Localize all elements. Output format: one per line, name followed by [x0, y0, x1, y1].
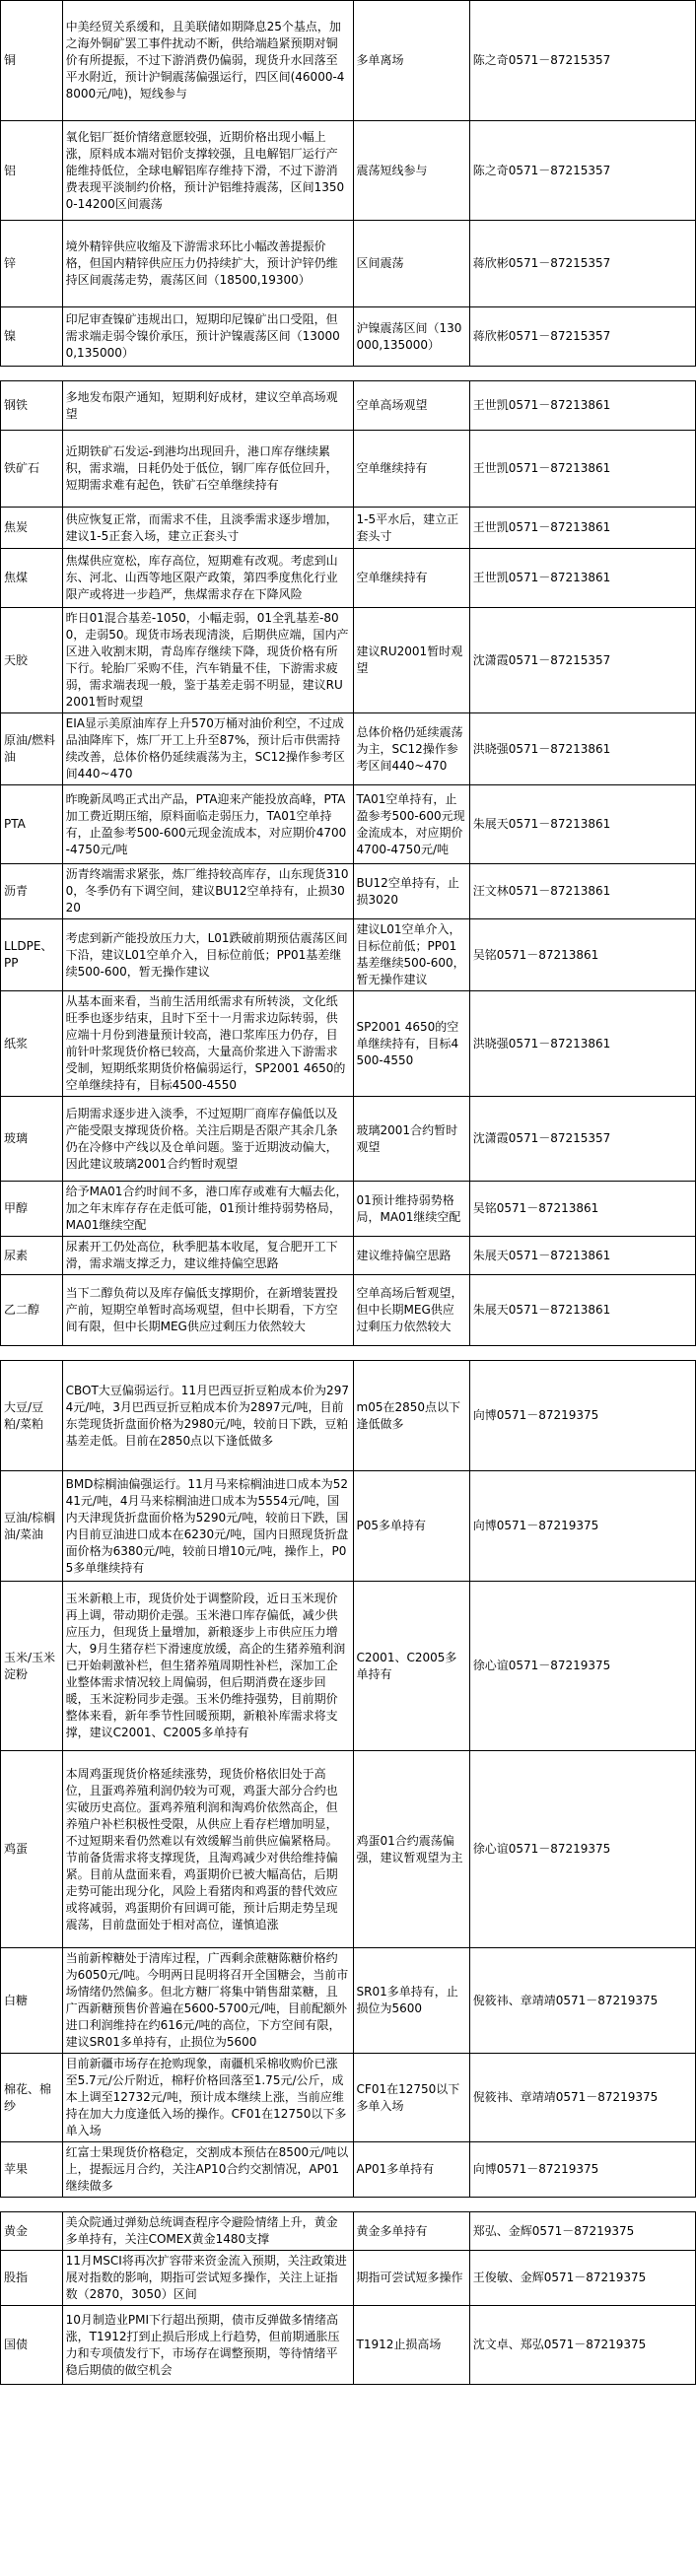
commodity-row: [1, 307, 696, 367]
commodity-name-cell: 铝: [1, 121, 63, 221]
commodity-name-cell: 乙二醇: [1, 1275, 63, 1346]
commodity-row: [1, 2142, 696, 2198]
analyst-contact-cell: 王世凯0571－87213861: [469, 431, 695, 508]
commodity-row: [1, 2306, 696, 2385]
strategy-view-cell: CF01在12750以下多单入场: [353, 2054, 469, 2142]
commodity-row: [1, 1948, 696, 2054]
commodity-name-cell: 纸浆: [1, 991, 63, 1097]
commodity-row: [1, 121, 696, 221]
strategy-view-cell: SP2001 4650的空单继续持有，目标4500-4550: [353, 991, 469, 1097]
commodity-row: [1, 1751, 696, 1948]
analysis-cell: 从基本面来看，当前生活用纸需求有所转淡，文化纸旺季也逐步结束，且时下至十一月需求边际转弱，供应端十月份到港量预计较高，港口浆库压力仍存，目前针叶浆现货价格已较高，大量高价浆进入下游需求受制，短期纸浆期货价格偏弱运行，SP2001 4650的空单继续持有，目标4500-4550: [62, 991, 353, 1097]
analyst-contact-cell: 王俊敏、金辉0571－87219375: [469, 2251, 695, 2306]
analyst-contact-cell: 陈之奇0571－87215357: [469, 1, 695, 121]
analysis-cell: 境外精锌供应收缩及下游需求环比小幅改善提振价格，但国内精锌供应压力仍持续扩大，预计沪锌仍维持区间震荡走势，震荡区间（18500,19300）: [62, 221, 353, 307]
commodity-name-cell: 焦炭: [1, 508, 63, 549]
analysis-cell: CBOT大豆偏弱运行。11月巴西豆折豆粕成本价为2974元/吨，3月巴西豆折豆粕成本价为2897元/吨，目前东莞现货折盘面价格为2980元/吨，较前日下跌，豆粕基差走低。目前在2850点以下逢低做多: [62, 1361, 353, 1471]
commodity-row: [1, 1582, 696, 1751]
strategy-view-cell: C2001、C2005多单持有: [353, 1582, 469, 1751]
analyst-contact-cell: 倪筱祎、章靖靖0571－87219375: [469, 2054, 695, 2142]
commodity-row: [1, 991, 696, 1097]
analysis-cell: 11月MSCI将再次扩容带来资金流入预期，关注政策进展对指数的影响，期指可尝试短多操作，关注上证指数（2870，3050）区间: [62, 2251, 353, 2306]
strategy-view-cell: 空单高场观望: [353, 381, 469, 431]
commodity-name-cell: 铜: [1, 1, 63, 121]
analyst-contact-cell: 向博0571－87219375: [469, 1471, 695, 1582]
commodity-name-cell: 原油/燃料油: [1, 713, 63, 785]
strategy-view-cell: 建议RU2001暂时观望: [353, 608, 469, 713]
strategy-view-cell: 01预计维持弱势格局，MA01继续空配: [353, 1182, 469, 1237]
analysis-cell: 给予MA01合约时间不多，港口库存或难有大幅去化，加之年末库存存在走低可能，01预计维持弱势格局，MA01继续空配: [62, 1182, 353, 1237]
strategy-view-cell: SR01多单持有，止损位为5600: [353, 1948, 469, 2054]
commodity-name-cell: 股指: [1, 2251, 63, 2306]
commodity-name-cell: 甲醇: [1, 1182, 63, 1237]
analyst-contact-cell: 汪文林0571－87213861: [469, 864, 695, 919]
commodity-name-cell: 黄金: [1, 2212, 63, 2251]
commodity-row: [1, 1275, 696, 1346]
strategy-view-cell: 期指可尝试短多操作: [353, 2251, 469, 2306]
analysis-cell: 供应恢复正常，而需求不佳，且淡季需求逐步增加，建议1-5正套入场，建立正套头寸: [62, 508, 353, 549]
analyst-contact-cell: 王世凯0571－87213861: [469, 381, 695, 431]
analyst-contact-cell: 徐心谊0571－87219375: [469, 1582, 695, 1751]
analysis-cell: 中美经贸关系缓和，且美联储如期降息25个基点，加之海外铜矿罢工事件扰动不断，供给端趋紧预期对铜价有所提振，不过下游消费仍偏弱，现货升水回落至平水附近，预计沪铜震荡偏强运行，四区间(46000-48000元/吨)，短线参与: [62, 1, 353, 121]
analysis-cell: 昨日01混合基差-1050，小幅走弱，01全乳基差-800，走弱50。现货市场表现清淡，后期供应端，国内产区进入收割末期，青岛库存继续下降，现货价格有所下行。轮胎厂采购不佳，汽车销量不佳，下游需求疲弱，需求端表现一般，鉴于基差走弱不明显，建议RU2001暂时观望: [62, 608, 353, 713]
analyst-contact-cell: 朱展天0571－87213861: [469, 785, 695, 864]
commodity-name-cell: 天胶: [1, 608, 63, 713]
section-separator: [1, 1346, 696, 1361]
commodity-name-cell: 焦煤: [1, 549, 63, 608]
analysis-cell: 当前新榨糖处于清库过程，广西剩余蔗糖陈糖价格约为6050元/吨。今明两日昆明将召开全国糖会，当前市场情绪仍然偏多。但北方糖厂将集中销售甜菜糖，且广西新糖预售价普遍在5600-5700元/吨，目前配额外进口利润维持在约616元/吨的高位，下方空间有限，建议SR01多单持有，止损位为5600: [62, 1948, 353, 2054]
analyst-contact-cell: 洪晓强0571－87213861: [469, 991, 695, 1097]
strategy-view-cell: 玻璃2001合约暂时观望: [353, 1097, 469, 1182]
strategy-view-cell: 建议维持偏空思路: [353, 1237, 469, 1275]
strategy-view-cell: 空单继续持有: [353, 431, 469, 508]
commodity-name-cell: 尿素: [1, 1237, 63, 1275]
analysis-cell: BMD棕榈油偏强运行。11月马来棕榈油进口成本为5241元/吨，4月马来棕榈油进口成本为5554元/吨，国内天津现货折盘面价格为5290元/吨，较前日下跌，国内目前豆油进口成本在6230元/吨，国内日照现货折盘面价格为6380元/吨，较前日增10元/吨，操作上，P05多单继续持有: [62, 1471, 353, 1582]
commodity-row: [1, 2212, 696, 2251]
commodity-row: [1, 2251, 696, 2306]
commodity-row: [1, 864, 696, 919]
strategy-view-cell: TA01空单持有，止盈参考500-600元现金流成本，对应期价4700-4750元/吨: [353, 785, 469, 864]
strategy-view-cell: 区间震荡: [353, 221, 469, 307]
analysis-cell: 本周鸡蛋现货价格延续涨势，现货价格依旧处于高位，且蛋鸡养殖利润仍较为可观，鸡蛋大部分合约也实破历史高位。蛋鸡养殖利润和淘鸡价依然高企，但养殖户补栏积极性受限，从供应上看存栏增加明显，不过短期来看仍然难以有效缓解当前供应偏紧格局。节前备货需求将支撑现货，且淘鸡减少对供给维持偏紧。目前从盘面来看，鸡蛋期价已被大幅高估，后期走势可能出现分化，风险上看猪肉和鸡蛋的替代效应或将减弱，鸡蛋期价有回调可能，预计后期走势呈现震荡，目前盘面处于相对高位，谨慎追涨: [62, 1751, 353, 1948]
strategy-view-cell: 空单高场后暂观望，但中长期MEG供应过剩压力依然较大: [353, 1275, 469, 1346]
analyst-contact-cell: 蒋欣彬0571－87215357: [469, 221, 695, 307]
analysis-cell: 焦煤供应宽松，库存高位，短期难有改观。考虑到山东、河北、山西等地区限产政策，第四季度焦化行业限产或将进一步趋严，焦煤需求存在下降风险: [62, 549, 353, 608]
analysis-cell: 玉米新粮上市，现货价处于调整阶段，近日玉米现价再上调，带动期价走强。玉米港口库存偏低，减少供应压力，但现货上量增加，新粮逐步上市供应压力增大，9月生猪存栏下滑速度放缓，高企的生猪养殖利润已开始刺激补栏，但生猪养殖周期性补栏，深加工企业整体需求情况较上周偏弱，但后期消费在逐步回暖，玉米淀粉同步走强。玉米仍维持强势，目前期价整体来看，新年季节性回暖预期，新粮补库需求将支撑，建议C2001、C2005多单持有: [62, 1582, 353, 1751]
commodity-row: [1, 608, 696, 713]
commodity-row: [1, 1471, 696, 1582]
commodity-row: [1, 1182, 696, 1237]
strategy-view-cell: 总体价格仍延续震荡为主，SC12操作参考区间440~470: [353, 713, 469, 785]
analyst-contact-cell: 沈潇霞0571－87215357: [469, 1097, 695, 1182]
analyst-contact-cell: 向博0571－87219375: [469, 1361, 695, 1471]
strategy-view-cell: 鸡蛋01合约震荡偏强，建议暂观望为主: [353, 1751, 469, 1948]
commodity-row: [1, 1361, 696, 1471]
strategy-view-cell: 黄金多单持有: [353, 2212, 469, 2251]
analysis-cell: 当下二醇负荷以及库存偏低支撑期价，在新增装置投产前，短期空单暂时高场观望，但中长期看，下方空间有限，但中长期MEG供应过剩压力依然较大: [62, 1275, 353, 1346]
analyst-contact-cell: 郑弘、金辉0571－87219375: [469, 2212, 695, 2251]
commodity-row: [1, 549, 696, 608]
analyst-contact-cell: 王世凯0571－87213861: [469, 508, 695, 549]
commodity-row: [1, 381, 696, 431]
analysis-cell: 10月制造业PMI下行超出预期，债市反弹做多情绪高涨，T1912打到止损后形成上行趋势，但前期通胀压力和专项债发行下，市场存在调整预期，等待情绪平稳后期债的做空机会: [62, 2306, 353, 2385]
analysis-cell: 后期需求逐步进入淡季，不过短期厂商库存偏低以及产能受限支撑现货价格。关注后期是否限产其余几条仍在冷修中产线以及仓单问题。鉴于近期波动偏大，因此建议玻璃2001合约暂时观望: [62, 1097, 353, 1182]
analysis-cell: 目前新疆市场存在抢购现象，南疆机采棉收购价已涨至5.7元/公斤附近，棉籽价格回落至1.75元/公斤，成本上调至12732元/吨，预计成本继续上涨，当前应维持在加大力度逢低入场的操作。CF01在12750以下多单入场: [62, 2054, 353, 2142]
analysis-cell: 沥青终端需求紧张，炼厂维持较高库存，山东现货3100，冬季仍有下调空间，建议BU12空单持有，止损3020: [62, 864, 353, 919]
analyst-contact-cell: 倪筱祎、章靖靖0571－87219375: [469, 1948, 695, 2054]
analyst-contact-cell: 洪晓强0571－87213861: [469, 713, 695, 785]
analyst-contact-cell: 陈之奇0571－87215357: [469, 121, 695, 221]
strategy-view-cell: T1912止损高场: [353, 2306, 469, 2385]
strategy-view-cell: 建议L01空单介入，目标位前低；PP01基差继续500-600，暂无操作建议: [353, 919, 469, 991]
analysis-cell: 尿素开工仍处高位，秋季肥基本收尾，复合肥开工下滑，需求端支撑乏力，建议维持偏空思路: [62, 1237, 353, 1275]
analysis-cell: 近期铁矿石发运-到港均出现回升，港口库存继续累积，需求端，日耗仍处于低位，钢厂库存低位回升，短期需求难有起色，铁矿石空单继续持有: [62, 431, 353, 508]
strategy-view-cell: BU12空单持有，止损3020: [353, 864, 469, 919]
analysis-cell: 美众院通过弹劾总统调查程序令避险情绪上升，黄金多单持有，关注COMEX黄金1480支撑: [62, 2212, 353, 2251]
section-separator: [1, 367, 696, 381]
commodity-row: [1, 919, 696, 991]
commodity-name-cell: 钢铁: [1, 381, 63, 431]
commodity-row: [1, 431, 696, 508]
analyst-contact-cell: 沈文卓、郑弘0571－87219375: [469, 2306, 695, 2385]
strategy-view-cell: P05多单持有: [353, 1471, 469, 1582]
commodity-name-cell: LLDPE、PP: [1, 919, 63, 991]
commodity-row: [1, 1097, 696, 1182]
commodity-name-cell: 铁矿石: [1, 431, 63, 508]
analyst-contact-cell: 吴铭0571－87213861: [469, 1182, 695, 1237]
commodity-name-cell: 锌: [1, 221, 63, 307]
strategy-view-cell: AP01多单持有: [353, 2142, 469, 2198]
analysis-cell: 考虑到新产能投放压力大，L01跌破前期预估震荡区间下沿，建议L01空单介入，目标位前低；PP01基差继续500-600，暂无操作建议: [62, 919, 353, 991]
analyst-contact-cell: 吴铭0571－87213861: [469, 919, 695, 991]
strategy-view-cell: m05在2850点以下逢低做多: [353, 1361, 469, 1471]
separator-cell: [1, 367, 696, 381]
analyst-contact-cell: 朱展天0571－87213861: [469, 1275, 695, 1346]
analyst-contact-cell: 向博0571－87219375: [469, 2142, 695, 2198]
analyst-contact-cell: 朱展天0571－87213861: [469, 1237, 695, 1275]
commodity-row: [1, 785, 696, 864]
strategy-view-cell: 1-5平水后，建立正套头寸: [353, 508, 469, 549]
commodity-row: [1, 2054, 696, 2142]
analysis-cell: 氧化铝厂挺价情绪意愿较强，近期价格出现小幅上涨，原料成本端对铝价支撑较强，且电解铝厂运行产能维持低位，全球电解铝库存维持下滑，不过下游消费表现平淡制约价格，预计沪铝维持震荡，区间13500-14200区间震荡: [62, 121, 353, 221]
analysis-cell: 昨晚新凤鸣正式出产品，PTA迎来产能投放高峰，PTA加工费近期压缩，原料面临走弱压力，TA01空单持有，止盈参考500-600元现金流成本，对应期价4700-4750元/吨: [62, 785, 353, 864]
commodity-name-cell: 苹果: [1, 2142, 63, 2198]
analysis-cell: 红富士果现货价格稳定，交割成本预估在8500元/吨以上，提振远月合约，关注AP10合约交割情况，AP01继续做多: [62, 2142, 353, 2198]
analysis-cell: 多地发布限产通知，短期利好成材，建议空单高场观望: [62, 381, 353, 431]
analyst-contact-cell: 王世凯0571－87213861: [469, 549, 695, 608]
commodity-name-cell: 沥青: [1, 864, 63, 919]
commodity-name-cell: 棉花、棉纱: [1, 2054, 63, 2142]
commodity-row: [1, 713, 696, 785]
commodity-row: [1, 1, 696, 121]
commodity-name-cell: 玉米/玉米淀粉: [1, 1582, 63, 1751]
commodity-name-cell: 国债: [1, 2306, 63, 2385]
separator-cell: [1, 2198, 696, 2212]
analysis-cell: 印尼审查镍矿违规出口，短期印尼镍矿出口受阻，但需求端走弱令镍价承压，预计沪镍震荡区间（130000,135000）: [62, 307, 353, 367]
commodity-name-cell: PTA: [1, 785, 63, 864]
commodity-name-cell: 镍: [1, 307, 63, 367]
analyst-contact-cell: 沈潇霞0571－87215357: [469, 608, 695, 713]
strategy-view-cell: 空单继续持有: [353, 549, 469, 608]
separator-cell: [1, 1346, 696, 1361]
commodity-name-cell: 白糖: [1, 1948, 63, 2054]
commodity-row: [1, 1237, 696, 1275]
commodity-name-cell: 豆油/棕榈油/菜油: [1, 1471, 63, 1582]
analysis-cell: EIA显示美原油库存上升570万桶对油价利空，不过成品油降库下，炼厂开工上升至87%，预计后市供需持续改善，总体价格仍延续震荡为主，SC12操作参考区间440~470: [62, 713, 353, 785]
section-separator: [1, 2198, 696, 2212]
commodity-row: [1, 508, 696, 549]
strategy-view-cell: 沪镍震荡区间（130000,135000）: [353, 307, 469, 367]
analyst-contact-cell: 蒋欣彬0571－87215357: [469, 307, 695, 367]
commodity-row: [1, 221, 696, 307]
strategy-view-cell: 多单离场: [353, 1, 469, 121]
commodity-name-cell: 鸡蛋: [1, 1751, 63, 1948]
analyst-contact-cell: 徐心谊0571－87219375: [469, 1751, 695, 1948]
commodity-name-cell: 大豆/豆粕/菜粕: [1, 1361, 63, 1471]
strategy-view-cell: 震荡短线参与: [353, 121, 469, 221]
commodity-name-cell: 玻璃: [1, 1097, 63, 1182]
